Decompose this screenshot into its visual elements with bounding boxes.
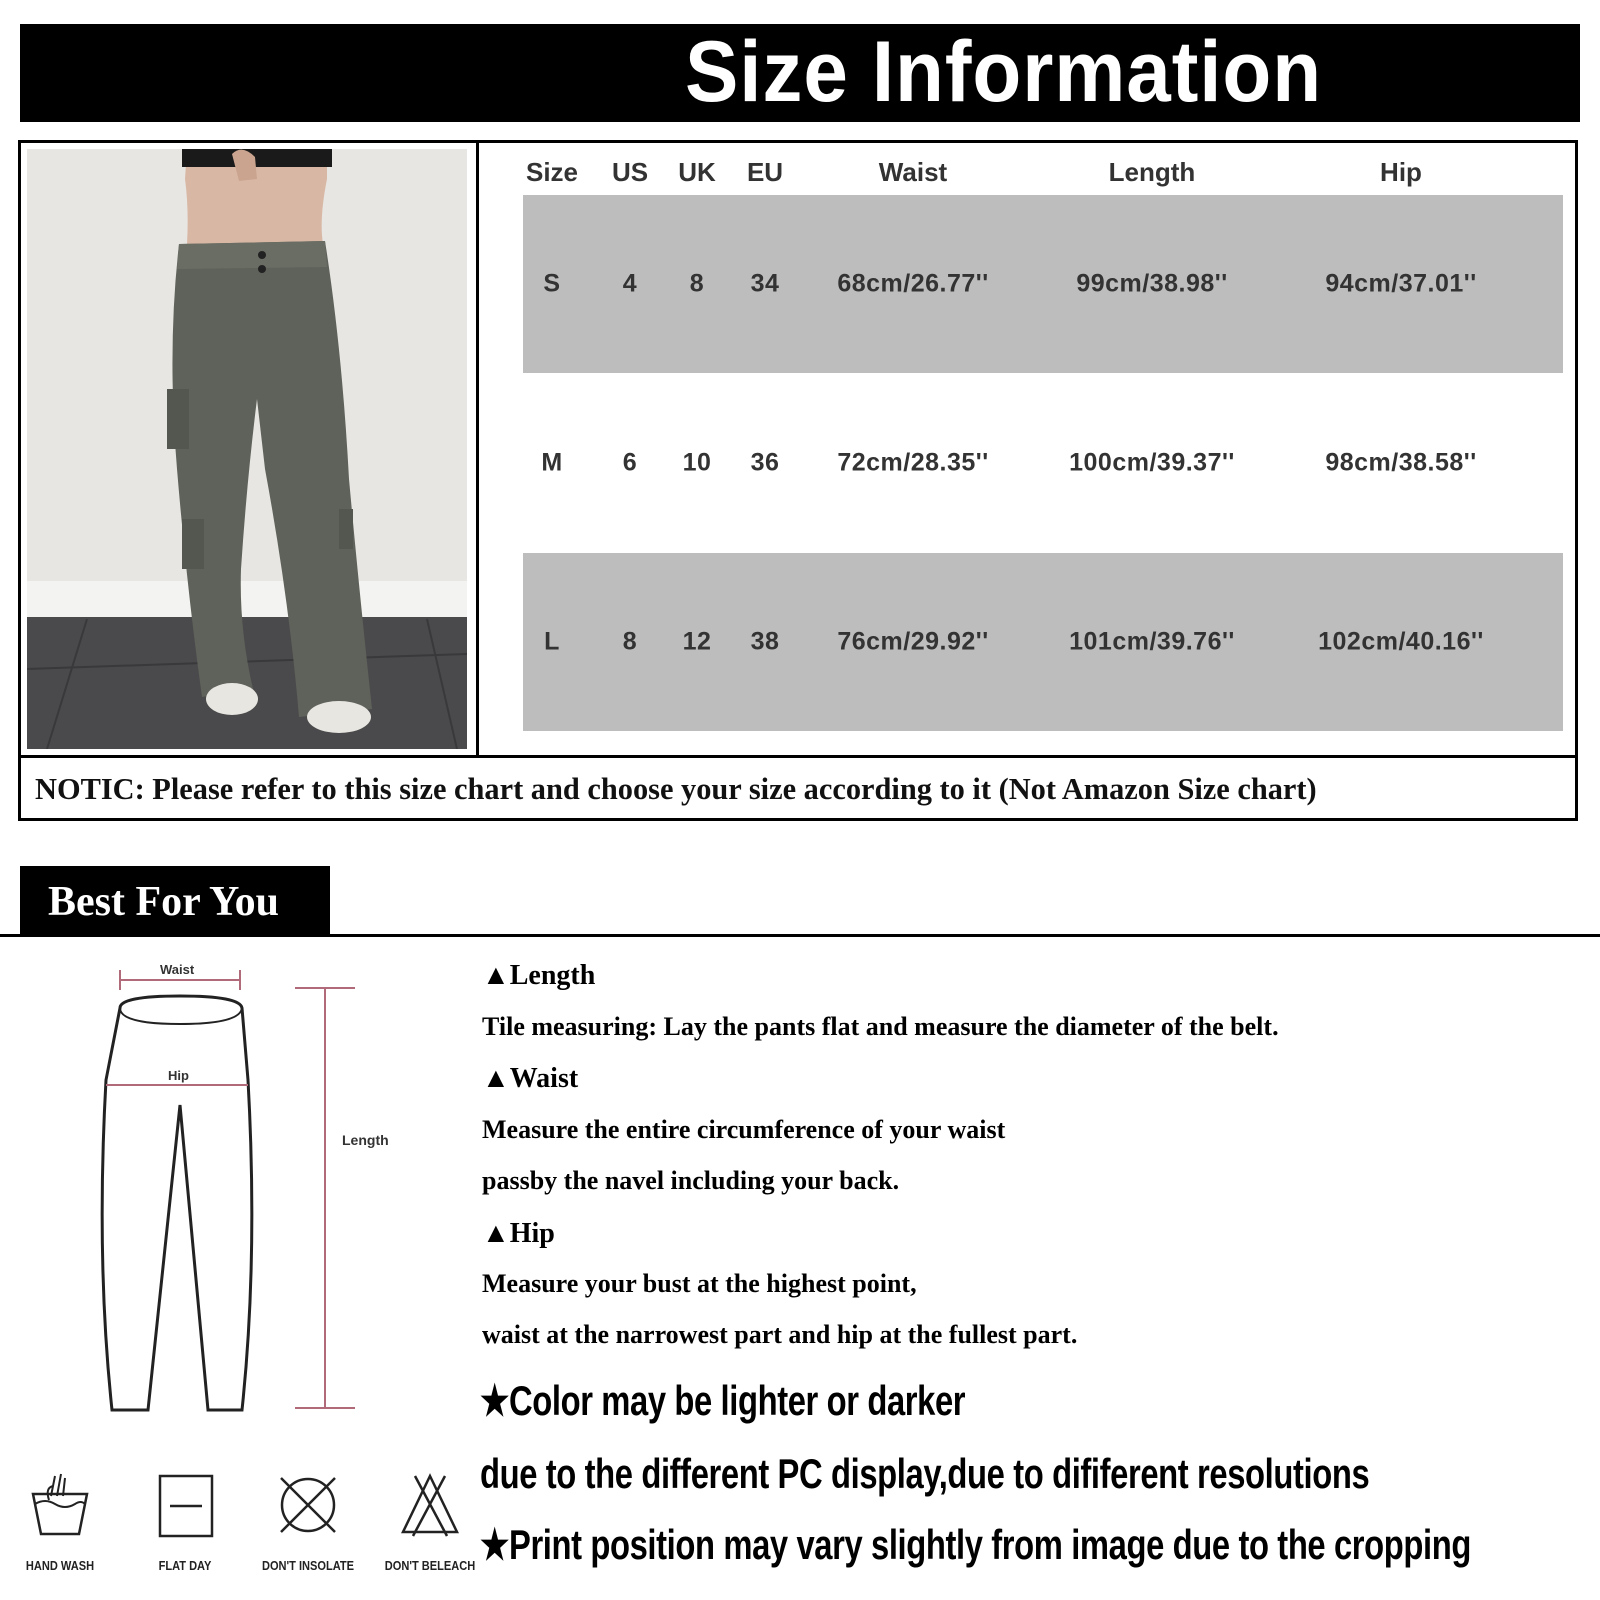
table-cell: 8 (622, 627, 638, 656)
hip-label: Hip (168, 1068, 189, 1083)
section-tab (20, 866, 330, 936)
hip-text: waist at the narrowest part and hip at the fullest part. (482, 1320, 1078, 1349)
hip-heading: ▲Hip (482, 1218, 555, 1249)
care-item (375, 1470, 485, 1573)
table-cell: 102cm/40.16'' (1318, 627, 1484, 656)
hand-wash-icon (5, 1470, 115, 1540)
table-cell: 72cm/28.35'' (837, 448, 989, 477)
column-header: Hip (1380, 157, 1422, 187)
table-cell: 94cm/37.01'' (1325, 269, 1477, 298)
column-header: EU (746, 157, 784, 187)
table-cell: L (544, 627, 560, 656)
table-cell: 38 (750, 627, 780, 656)
table-cell: 8 (689, 269, 705, 298)
measurement-diagram (90, 960, 390, 1440)
color-note: ★Color may be lighter or darker (480, 1377, 966, 1424)
notice-text: NOTIC: Please refer to this size chart and choose your size according to it (Not Amazon Size chart) (35, 771, 1317, 806)
table-cell: 76cm/29.92'' (837, 627, 989, 656)
table-cell: 34 (750, 269, 780, 298)
flat-dry-icon (130, 1470, 240, 1540)
table-cell: 36 (750, 448, 780, 477)
waist-heading: ▲Waist (482, 1063, 579, 1094)
care-item (130, 1470, 240, 1573)
dont-insolate-icon (253, 1470, 363, 1540)
waist-text: passby the navel including your back. (482, 1166, 900, 1195)
care-item (253, 1470, 363, 1573)
table-cell: 68cm/26.77'' (837, 269, 989, 298)
table-cell: 101cm/39.76'' (1069, 627, 1235, 656)
page-title: Size Information (685, 24, 1322, 120)
product-photo-cell (21, 143, 479, 755)
product-photo (27, 149, 467, 749)
table-cell: M (541, 448, 563, 477)
column-header: Size (525, 157, 579, 187)
header-banner (20, 24, 1580, 122)
table-cell: 12 (682, 627, 712, 656)
table-cell: 100cm/39.37'' (1069, 448, 1235, 477)
notice-row (21, 755, 1575, 821)
table-cell: 4 (622, 269, 638, 298)
care-label: DON'T INSOLATE (261, 1558, 355, 1573)
print-note: ★Print position may vary slightly from image due to the cropping (480, 1521, 1471, 1568)
table-cell: S (543, 269, 561, 298)
table-cell: 10 (682, 448, 712, 477)
dont-bleach-icon (375, 1470, 485, 1540)
section-divider (0, 934, 1600, 937)
column-header: US (611, 157, 649, 187)
table-cell: 99cm/38.98'' (1076, 269, 1228, 298)
waist-label: Waist (160, 962, 195, 977)
table-cell: 6 (622, 448, 638, 477)
care-label: FLAT DAY (158, 1558, 212, 1573)
care-item (5, 1470, 115, 1573)
length-heading: ▲Length (482, 960, 596, 991)
length-label: Length (342, 1132, 389, 1148)
length-text: Tile measuring: Lay the pants flat and measure the diameter of the belt. (482, 1012, 1279, 1041)
color-note-detail: due to the different PC display,due to dififerent resolutions (480, 1450, 1370, 1497)
size-chart-frame (18, 140, 1578, 821)
hip-text: Measure your bust at the highest point, (482, 1269, 917, 1298)
table-cell: 98cm/38.58'' (1325, 448, 1477, 477)
column-header: Length (1108, 157, 1196, 187)
column-header: UK (678, 157, 716, 187)
size-table (479, 143, 1575, 755)
section-title: Best For You (48, 879, 279, 925)
care-label: HAND WASH (25, 1558, 95, 1573)
care-label: DON'T BELEACH (384, 1558, 476, 1573)
column-header: Waist (878, 157, 948, 187)
waist-text: Measure the entire circumference of your waist (482, 1115, 1006, 1144)
